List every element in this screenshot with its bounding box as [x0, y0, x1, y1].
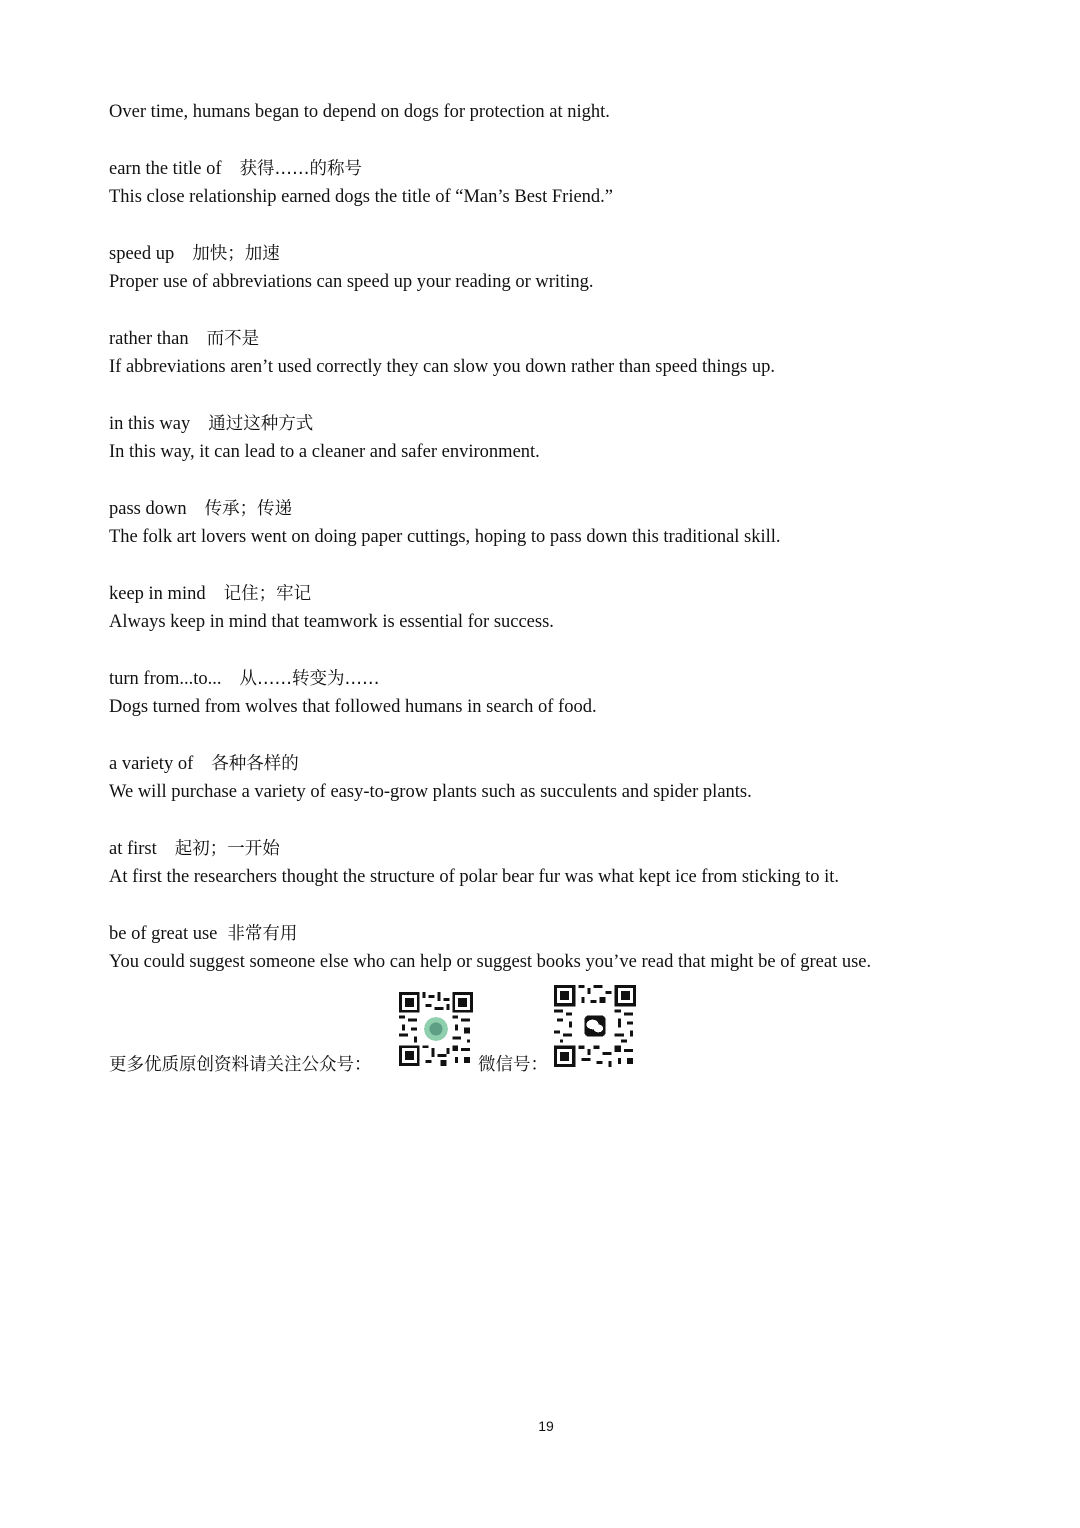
entry-example: In this way, it can lead to a cleaner and safer environment. [109, 442, 540, 462]
qr-code-icon[interactable] [399, 992, 473, 1066]
entry-example: Always keep in mind that teamwork is essential for success. [109, 612, 554, 632]
entry-meaning: 记住；牢记 [223, 584, 312, 604]
entry [109, 580, 1009, 636]
entry-phrase: rather than [109, 329, 189, 349]
entry [109, 835, 1009, 891]
entry-phrase: a variety of [109, 754, 194, 774]
entry-phrase: turn from...to... [109, 669, 222, 689]
entry-phrase: speed up [109, 244, 175, 264]
entry-meaning: 从……转变为…… [239, 669, 380, 689]
entry-phrase: at first [109, 839, 157, 859]
entry [109, 750, 1009, 806]
entry-meaning: 传承；传递 [204, 499, 293, 519]
entry-meaning: 非常有用 [227, 924, 298, 944]
entry [109, 920, 1009, 976]
entry-phrase: in this way [109, 414, 191, 434]
entry-phrase: pass down [109, 499, 187, 519]
intro-sentence: Over time, humans began to depend on dogs for protection at night. [109, 102, 610, 122]
entry [109, 325, 1009, 381]
entry [109, 240, 1009, 296]
entry-example: The folk art lovers went on doing paper cuttings, hoping to pass down this traditional skill. [109, 527, 781, 547]
entry-meaning: 而不是 [206, 329, 260, 349]
wechat-label: 微信号： [478, 1055, 548, 1075]
entry [109, 155, 1009, 211]
entry-phrase: keep in mind [109, 584, 206, 604]
vocabulary-list [109, 98, 1009, 976]
entry-meaning: 通过这种方式 [208, 414, 314, 434]
entry-example: We will purchase a variety of easy-to-grow plants such as succulents and spider plants. [109, 782, 752, 802]
entry-example: Proper use of abbreviations can speed up your reading or writing. [109, 272, 594, 292]
entry [109, 665, 1009, 721]
entry-phrase: earn the title of [109, 159, 222, 179]
entry-example: If abbreviations aren’t used correctly they can slow you down rather than speed things up. [109, 357, 775, 377]
entry-meaning: 起初；一开始 [174, 839, 280, 859]
footer-promo [109, 985, 709, 1075]
entry-meaning: 各种各样的 [211, 754, 299, 774]
entry-phrase: be of great use [109, 924, 218, 944]
entry-example: Dogs turned from wolves that followed humans in search of food. [109, 697, 597, 717]
entry-example: This close relationship earned dogs the title of “Man’s Best Friend.” [109, 187, 614, 207]
entry [109, 495, 1009, 551]
entry-meaning: 加快；加速 [192, 244, 280, 264]
qr-code-icon[interactable] [554, 985, 636, 1067]
entry-example: At first the researchers thought the structure of polar bear fur was what kept ice from sticking to it. [109, 867, 840, 887]
entry-meaning: 获得……的称号 [239, 159, 362, 179]
entry [109, 410, 1009, 466]
page-number: 19 [538, 1418, 554, 1434]
follow-text: 更多优质原创资料请关注公众号： [109, 1055, 372, 1075]
entry-example: You could suggest someone else who can help or suggest books you’ve read that might be of great use. [109, 952, 872, 972]
